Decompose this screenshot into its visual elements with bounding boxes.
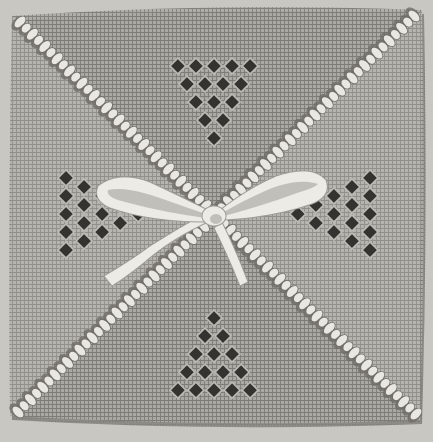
ribbon-knot-shadow [210,214,222,224]
